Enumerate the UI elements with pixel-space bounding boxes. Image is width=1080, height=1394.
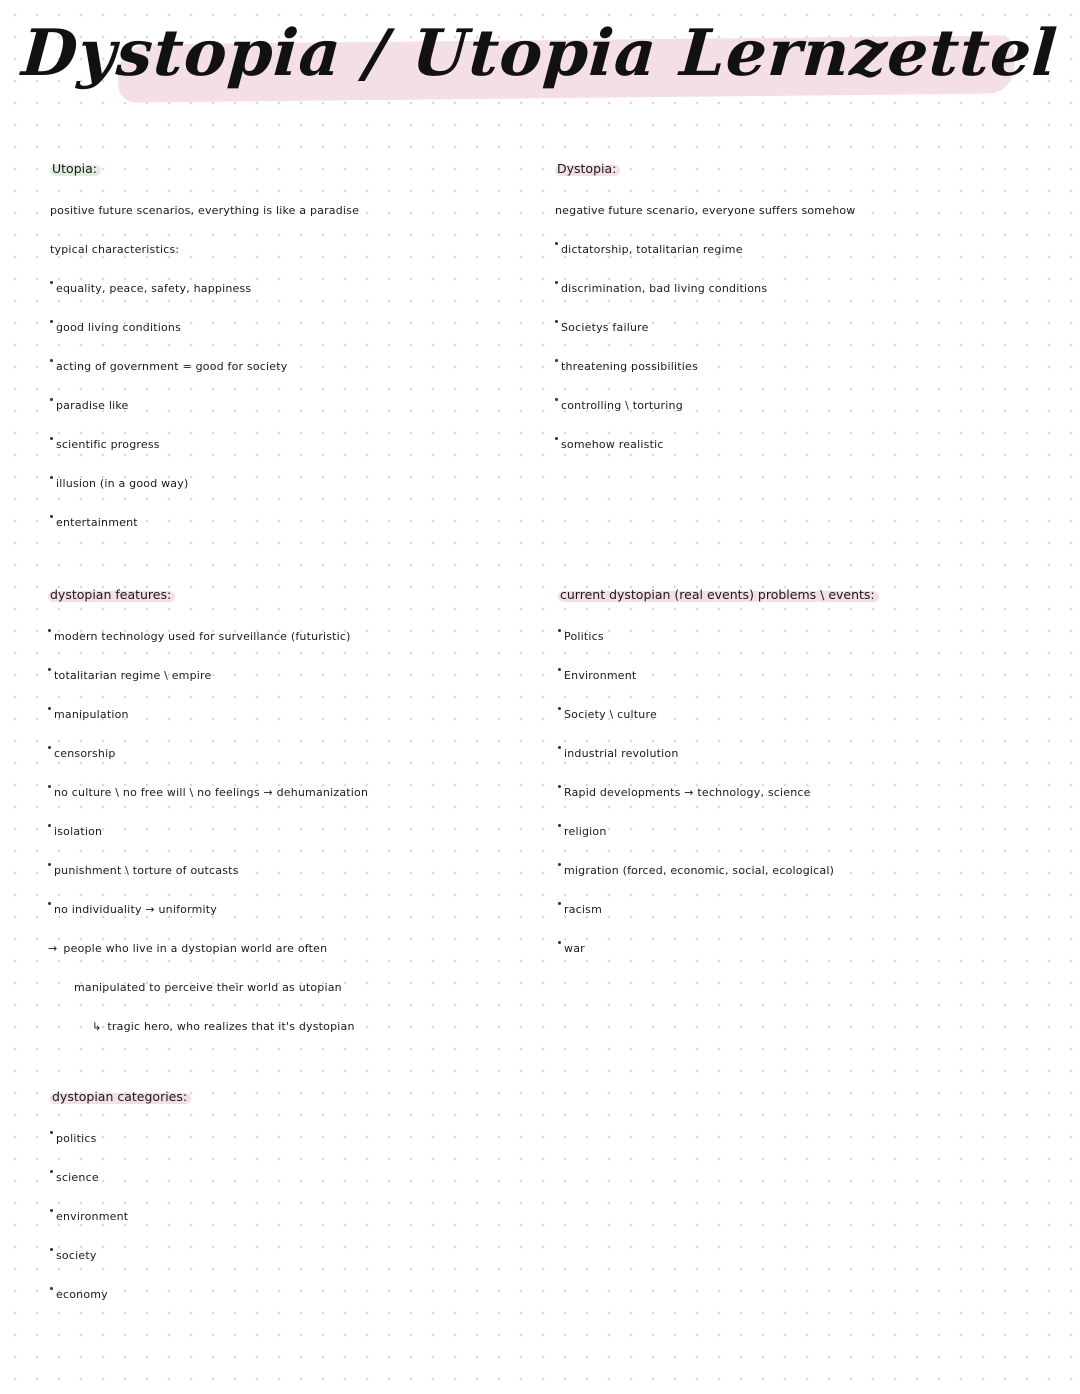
utopia-line: typical characteristics: <box>50 243 180 256</box>
current-list-item: Politics <box>558 617 1058 656</box>
features-note-line: manipulated to perceive their world as utopian <box>74 981 342 994</box>
current-heading: current dystopian (real events) problems \ events: <box>558 585 879 605</box>
features-list-item: totalitarian regime \ empire <box>48 656 528 695</box>
current-list-item: Environment <box>558 656 1058 695</box>
bullet-dot <box>555 437 558 440</box>
bullet-dot <box>558 746 561 749</box>
bullet-dot <box>555 359 558 362</box>
categories-list-item: economy <box>50 1275 450 1314</box>
page-title: Dystopia / Utopia Lernzettel <box>19 16 1061 91</box>
features-list-item: no individuality → uniformity <box>48 890 528 929</box>
features-list-item: manipulation <box>48 695 528 734</box>
utopia-list-item: entertainment <box>50 503 520 542</box>
utopia-list-item: illusion (in a good way) <box>50 464 520 503</box>
hook-arrow-icon: ↳ <box>92 1020 102 1033</box>
utopia-section <box>50 158 520 542</box>
current-section <box>558 584 1058 968</box>
current-list-item: Rapid developments → technology, science <box>558 773 1058 812</box>
features-list-item: modern technology used for surveillance (futuristic) <box>48 617 528 656</box>
bullet-dot <box>558 668 561 671</box>
bullet-dot <box>555 398 558 401</box>
features-section <box>48 584 528 1046</box>
utopia-list-item: scientific progress <box>50 425 520 464</box>
categories-section <box>50 1086 450 1314</box>
current-list-item: Society \ culture <box>558 695 1058 734</box>
bullet-dot <box>50 1209 53 1212</box>
bullet-dot <box>558 707 561 710</box>
dystopia-list-item: threatening possibilities <box>555 347 1055 386</box>
dystopia-list-item: dictatorship, totalitarian regime <box>555 230 1055 269</box>
bullet-dot <box>558 629 561 632</box>
bullet-dot <box>50 1248 53 1251</box>
utopia-list-item: equality, peace, safety, happiness <box>50 269 520 308</box>
dystopia-list-item: controlling \ torturing <box>555 386 1055 425</box>
current-list-item: migration (forced, economic, social, ecological) <box>558 851 1058 890</box>
bullet-dot <box>555 320 558 323</box>
categories-list-item: society <box>50 1236 450 1275</box>
dystopia-list-item: discrimination, bad living conditions <box>555 269 1055 308</box>
utopia-list-item: acting of government = good for society <box>50 347 520 386</box>
bullet-dot <box>50 359 53 362</box>
bullet-dot <box>555 281 558 284</box>
dystopia-list-item: Societys failure <box>555 308 1055 347</box>
utopia-list-item: paradise like <box>50 386 520 425</box>
bullet-dot <box>558 863 561 866</box>
bullet-dot <box>48 746 51 749</box>
current-list-item: industrial revolution <box>558 734 1058 773</box>
categories-list-item: science <box>50 1158 450 1197</box>
current-list-item: religion <box>558 812 1058 851</box>
bullet-dot <box>50 476 53 479</box>
bullet-dot <box>558 941 561 944</box>
bullet-dot <box>558 902 561 905</box>
features-list-item: censorship <box>48 734 528 773</box>
bullet-dot <box>50 515 53 518</box>
utopia-list-item: good living conditions <box>50 308 520 347</box>
features-list-item: no culture \ no free will \ no feelings → dehumanization <box>48 773 528 812</box>
bullet-dot <box>48 707 51 710</box>
arrow-right-icon: → <box>48 942 58 955</box>
bullet-dot <box>555 242 558 245</box>
dystopia-line: negative future scenario, everyone suffers somehow <box>555 204 856 217</box>
bullet-dot <box>50 398 53 401</box>
bullet-dot <box>50 1131 53 1134</box>
bullet-dot <box>558 785 561 788</box>
features-list-item: punishment \ torture of outcasts <box>48 851 528 890</box>
categories-list-item: environment <box>50 1197 450 1236</box>
current-list-item: racism <box>558 890 1058 929</box>
dystopia-section <box>555 158 1055 464</box>
bullet-dot <box>50 1170 53 1173</box>
categories-heading: dystopian categories: <box>50 1087 191 1107</box>
features-list-item: isolation <box>48 812 528 851</box>
bullet-dot <box>50 281 53 284</box>
categories-list-item: politics <box>50 1119 450 1158</box>
bullet-dot <box>50 320 53 323</box>
title-area <box>0 6 1080 116</box>
features-note-line: → people who live in a dystopian world are often <box>48 929 528 968</box>
bullet-dot <box>50 1287 53 1290</box>
bullet-dot <box>48 785 51 788</box>
bullet-dot <box>48 824 51 827</box>
bullet-dot <box>48 629 51 632</box>
features-note-line: ↳ tragic hero, who realizes that it's dystopian <box>48 1007 528 1046</box>
bullet-dot <box>50 437 53 440</box>
dystopia-heading: Dystopia: <box>555 159 620 179</box>
dystopia-list-item: somehow realistic <box>555 425 1055 464</box>
bullet-dot <box>48 668 51 671</box>
bullet-dot <box>558 824 561 827</box>
features-heading: dystopian features: <box>48 585 175 605</box>
bullet-dot <box>48 863 51 866</box>
utopia-heading: Utopia: <box>50 159 101 179</box>
bullet-dot <box>48 902 51 905</box>
current-list-item: war <box>558 929 1058 968</box>
utopia-line: positive future scenarios, everything is like a paradise <box>50 204 360 217</box>
